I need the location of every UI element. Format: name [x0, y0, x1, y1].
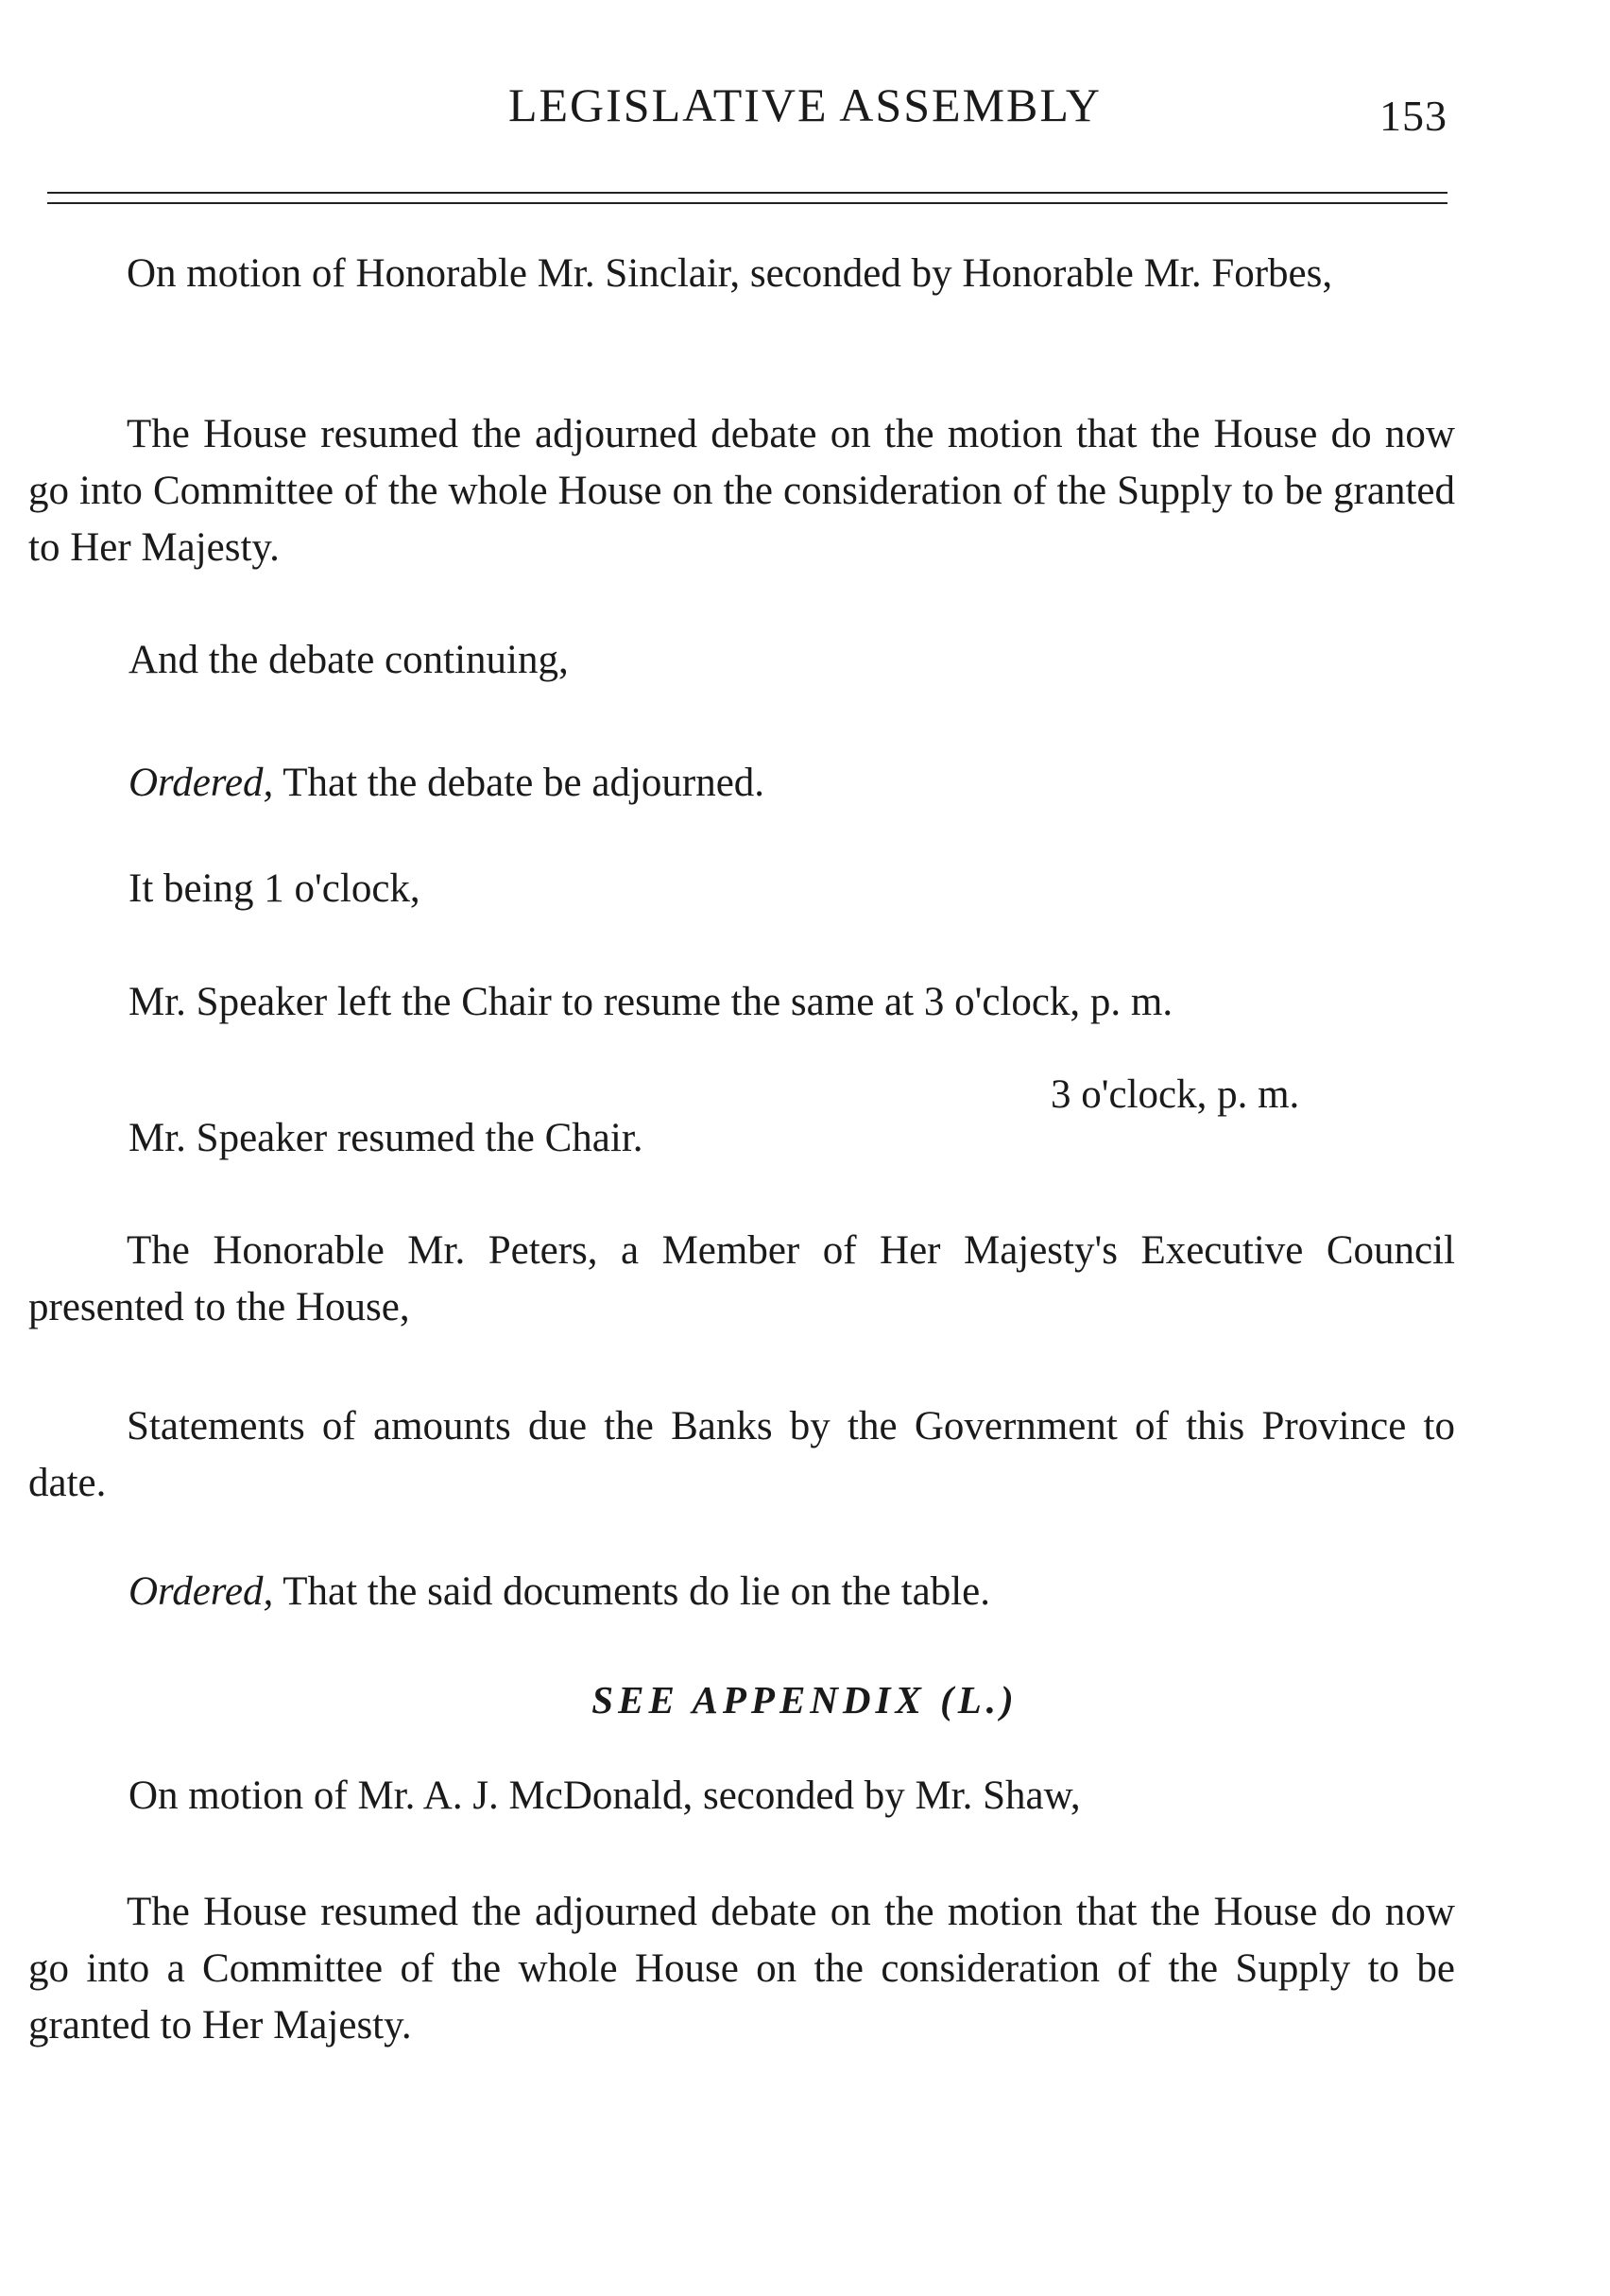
- paragraph-ordered-adjourned: [128, 756, 764, 811]
- time-marker: 3 o'clock, p. m.: [1051, 1072, 1300, 1117]
- paragraph-peters-presented: The Honorable Mr. Peters, a Member of Her Majesty's Executive Council presented to the House,: [28, 1228, 1455, 1329]
- paragraph-ordered-documents: [128, 1565, 990, 1619]
- header-rule-bottom: [47, 202, 1447, 204]
- running-header-title: LEGISLATIVE ASSEMBLY: [507, 78, 1103, 131]
- paragraph-debate-resumed-second: The House resumed the adjourned debate on the motion that the House do now go into a Committee of the whole House on the consideration of the Supply to be granted to Her Majesty.: [28, 1890, 1455, 2048]
- ordered-text: That the said documents do lie on the table.: [283, 1569, 990, 1614]
- paragraph-debate-continuing: And the debate continuing,: [128, 638, 569, 682]
- ordered-label: Ordered,: [128, 1569, 274, 1614]
- paragraph-speaker-left-chair: Mr. Speaker left the Chair to resume the same at 3 o'clock, p. m.: [128, 980, 1173, 1024]
- paragraph-debate-resumed: The House resumed the adjourned debate on the motion that the House do now go into Committee of the whole House on the consideration of the Supply to be granted to Her Majesty.: [28, 412, 1455, 570]
- paragraph-motion-sinclair: On motion of Honorable Mr. Sinclair, seconded by Honorable Mr. Forbes,: [127, 251, 1333, 296]
- page-number: 153: [1379, 92, 1447, 140]
- ordered-label: Ordered,: [128, 761, 274, 805]
- appendix-reference: SEE APPENDIX (L.): [591, 1678, 1019, 1722]
- paragraph-speaker-resumed-chair: Mr. Speaker resumed the Chair.: [128, 1116, 643, 1160]
- paragraph-time-one-oclock: It being 1 o'clock,: [128, 866, 420, 911]
- ordered-text: That the debate be adjourned.: [283, 761, 765, 805]
- paragraph-bank-statements: Statements of amounts due the Banks by the Government of this Province to date.: [28, 1404, 1455, 1505]
- header-rule-top: [47, 192, 1447, 194]
- paragraph-motion-mcdonald: On motion of Mr. A. J. McDonald, seconded by Mr. Shaw,: [128, 1773, 1081, 1818]
